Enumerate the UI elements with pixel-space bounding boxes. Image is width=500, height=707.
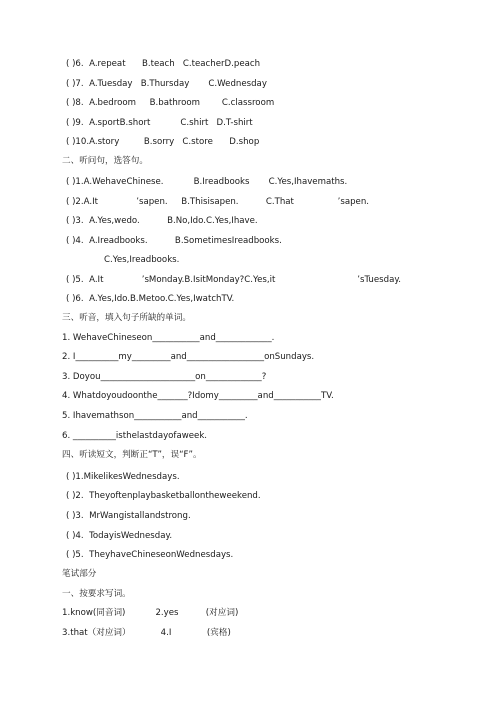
fill-blank-4: 4. Whatdoyoudoonthe_______?Idomy_________and___________TV. (62, 391, 334, 401)
word-task-row-2: 3.that（对应词） 4.I (宾格) (62, 628, 231, 638)
question-8-options: ( )8. A.bedroom B.bathroom C.classroom (66, 98, 275, 108)
word-task-row-1: 1.know(同音词) 2.yes (对应词) (62, 608, 239, 618)
question-10-options: ( )10.A.story B.sorry C.store D.shop (66, 137, 260, 147)
listening-q5: ( )5. A.It ’sMonday.B.IsitMonday?C.Yes,it ’sTuesday. (66, 275, 401, 285)
fill-blank-2: 2. I__________my_________and__________________onSundays. (62, 352, 315, 362)
true-false-5: ( )5. TheyhaveChineseonWednesdays. (66, 550, 234, 560)
true-false-2: ( )2. Theyoftenplaybasketballontheweekend. (66, 491, 261, 501)
fill-blank-6: 6. __________isthelastdayofaweek. (62, 431, 208, 441)
listening-q6: ( )6. A.Yes,Ido.B.Metoo.C.Yes,IwatchTV. (66, 294, 235, 304)
section-2-heading: 二、听问句，选答句。 (62, 156, 148, 166)
fill-blank-1: 1. WehaveChineseon___________and_____________. (62, 333, 275, 343)
listening-q4: ( )4. A.Ireadbooks. B.SometimesIreadbooks. (66, 236, 282, 246)
true-false-3: ( )3. MrWangistallandstrong. (66, 511, 191, 521)
fill-blank-3: 3. Doyou______________________on_____________? (62, 372, 267, 382)
question-7-options: ( )7. A.Tuesday B.Thursday C.Wednesday (66, 79, 267, 89)
listening-q3: ( )3. A.Yes,wedo. B.No,Ido.C.Yes,Ihave. (66, 216, 258, 226)
listening-q2: ( )2.A.It ’sapen. B.Thisisapen. C.That ’sapen. (66, 197, 370, 207)
written-part-heading: 笔试部分 (62, 569, 97, 579)
fill-blank-5: 5. Ihavemathson___________and___________. (62, 411, 248, 421)
true-false-4: ( )4. TodayisWednesday. (66, 531, 173, 541)
written-section-1-heading: 一、按要求写词。 (62, 589, 131, 599)
listening-q1: ( )1.A.WehaveChinese. B.Ireadbooks C.Yes,Ihavemaths. (66, 177, 348, 187)
section-4-heading: 四、听读短文，判断正“T”，误“F”。 (62, 450, 202, 460)
listening-q4-option-c: C.Yes,Ireadbooks. (104, 255, 180, 265)
question-9-options: ( )9. A.sportB.short C.shirt D.T-shirt (66, 118, 253, 128)
section-3-heading: 三、听音，填入句子所缺的单词。 (62, 313, 191, 323)
question-6-options: ( )6. A.repeat B.teach C.teacherD.peach (66, 59, 261, 69)
true-false-1: ( )1.MikelikesWednesdays. (66, 472, 180, 482)
